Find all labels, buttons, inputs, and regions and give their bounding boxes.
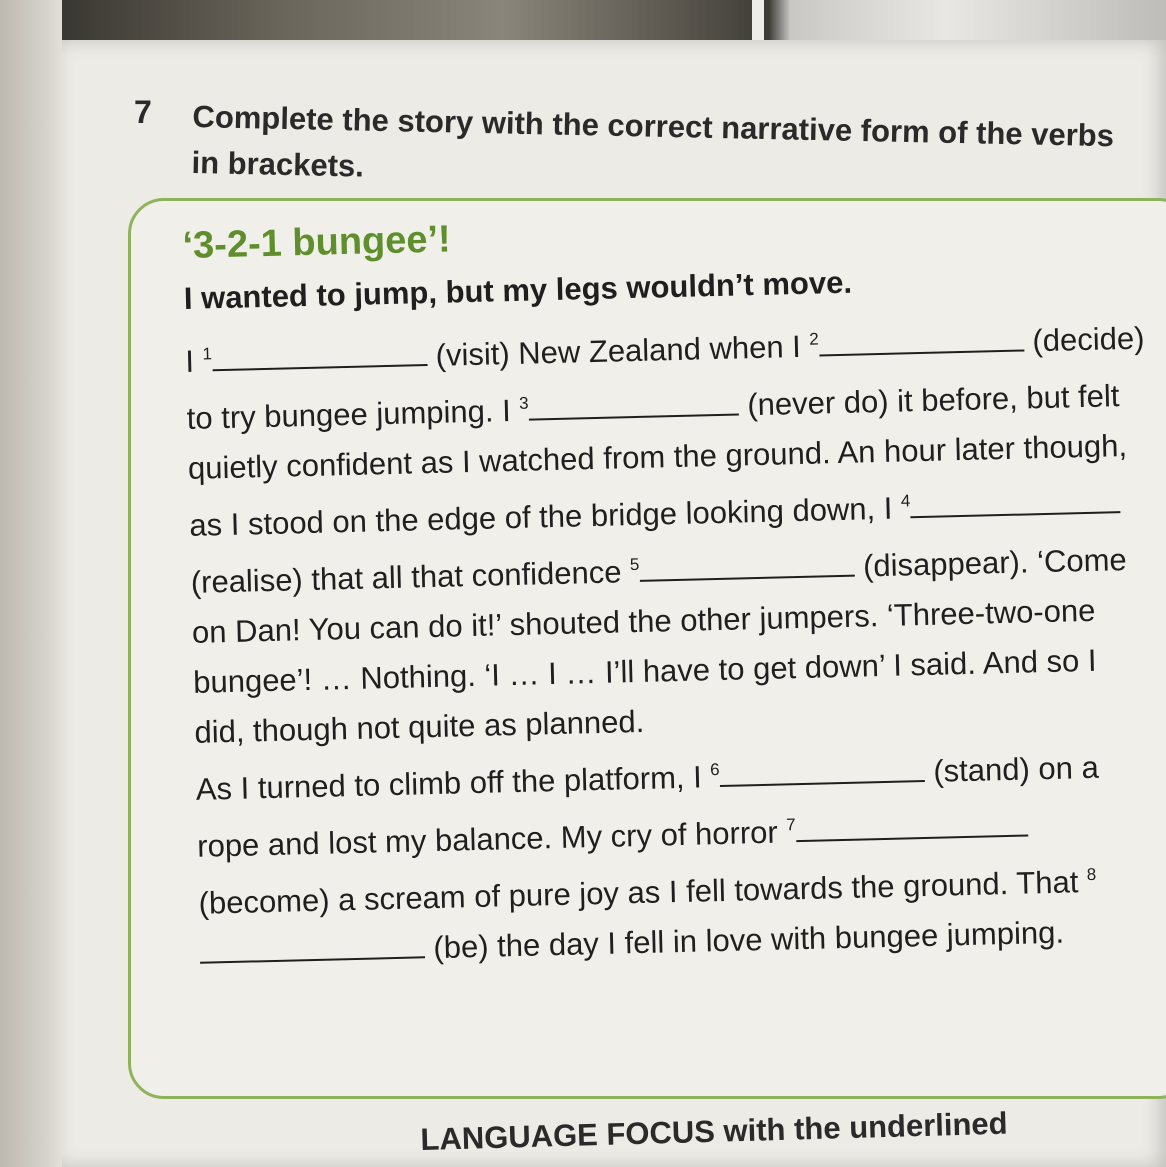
gap-number-2: 2: [809, 329, 819, 349]
gap-4-blank[interactable]: [910, 481, 1121, 518]
gap-2-blank[interactable]: [818, 319, 1024, 356]
gap-number-6: 6: [709, 760, 720, 780]
gap-number-7: 7: [785, 815, 796, 835]
story-text-segment: (realise) that all that confidence: [190, 554, 631, 600]
story-subtitle: I wanted to jump, but my legs wouldn’t move.: [183, 264, 853, 316]
next-section-heading: LANGUAGE FOCUS with the underlined: [420, 1105, 1009, 1157]
gap-number-1: 1: [202, 344, 213, 364]
gap-number-4: 4: [900, 491, 911, 511]
story-text-segment: (stand) on a rope and lost my balance. My cry of horror: [196, 749, 1100, 864]
story-paragraph-2: [195, 734, 1160, 978]
gap-8-blank[interactable]: [199, 926, 425, 963]
gap-number-5: 5: [629, 554, 640, 575]
story-text-segment: (be) the day I fell in love with bungee jumping.: [424, 914, 1065, 966]
gap-1-blank[interactable]: [212, 334, 428, 371]
story-text-segment: (disappear). ‘Come on Dan! You can do it!’ shouted the other jumpers. ‘Three-two-one bungee’! … Nothing. ‘I … I … I’ll have to get down’ I said. And so I did, though not quite as planned.: [191, 542, 1128, 750]
story-paragraph-1: [185, 307, 1155, 758]
book-spine: [0, 0, 62, 1167]
gap-5-blank[interactable]: [639, 545, 855, 582]
gap-number-3: 3: [518, 393, 529, 413]
story-text-segment: As I turned to climb off the platform, I: [195, 759, 711, 807]
story-content: [182, 199, 1160, 979]
gap-number-8: 8: [1086, 864, 1097, 885]
exercise-number: 7: [134, 94, 152, 130]
exercise-instruction: Complete the story with the correct narrative form of the verbs in brackets.: [191, 98, 1115, 184]
story-text-segment: (decide) to try bungee jumping. I: [186, 320, 1145, 436]
gap-7-blank[interactable]: [795, 805, 1028, 843]
story-text-segment: (become) a scream of pure joy as I fell towards the ground. That: [198, 864, 1088, 921]
gap-6-blank[interactable]: [719, 750, 925, 787]
gap-3-blank[interactable]: [528, 383, 739, 420]
story-text-segment: (visit) New Zealand when I: [426, 328, 810, 374]
story-title: ‘3-2-1 bungee’!: [182, 218, 452, 267]
story-text-segment: I: [184, 343, 204, 379]
story-text-segment: (never do) it before, but felt quietly confident as I watched from the ground. An hour later though, as I stood on the edge of the bridge looking down, I: [187, 378, 1128, 543]
